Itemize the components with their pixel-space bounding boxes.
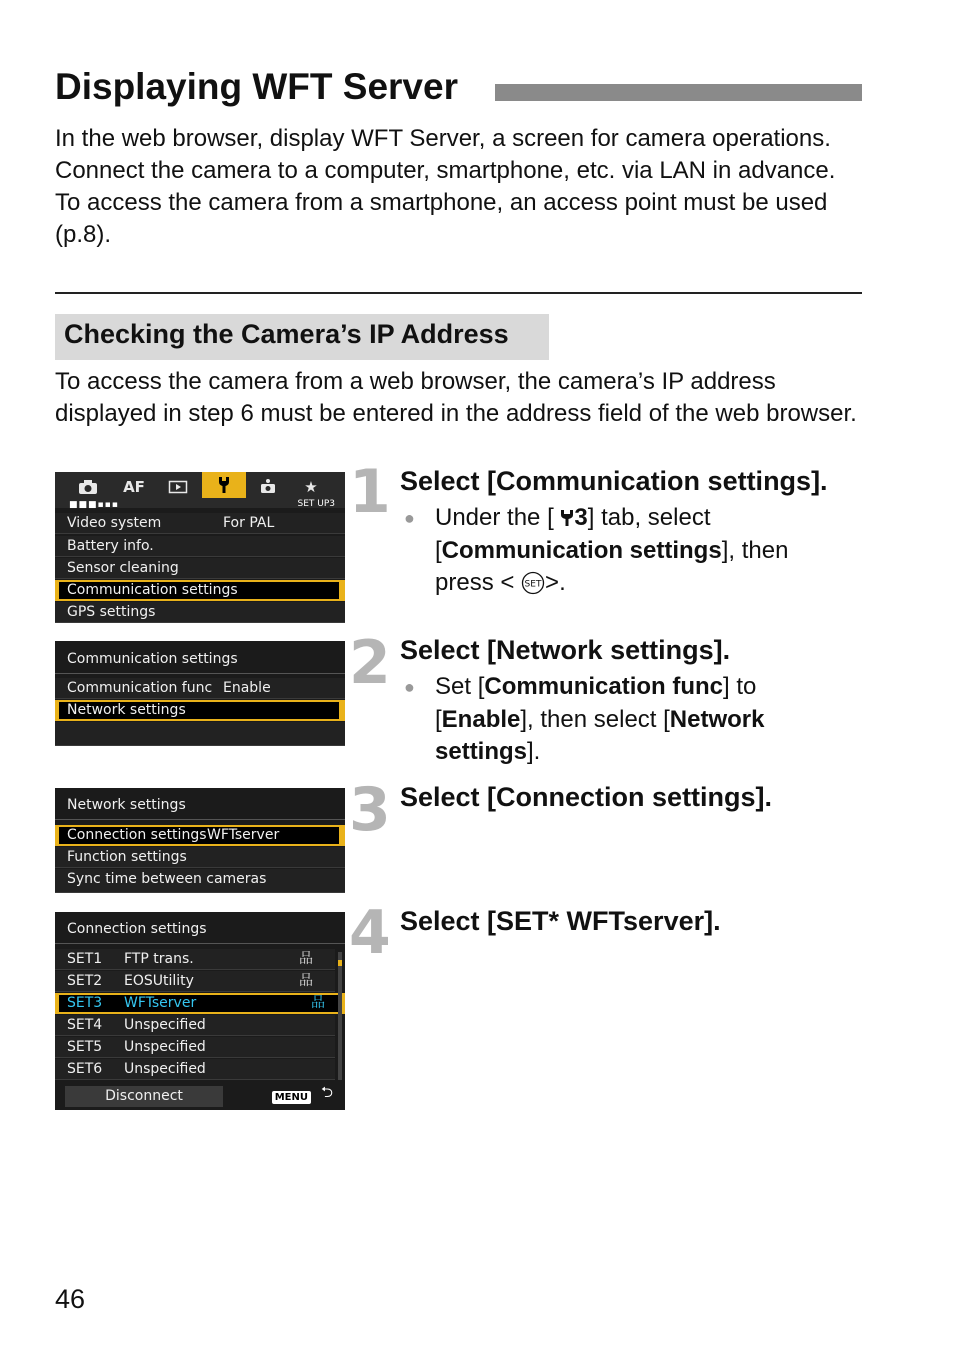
- intro-paragraph-1: In the web browser, display WFT Server, a screen for camera operations. Connect the camera to a computer, smartphone, etc. via LAN in advance.: [55, 125, 836, 184]
- list-item: [55, 971, 335, 992]
- wrench-icon: [202, 472, 246, 498]
- step-number: 4: [349, 898, 391, 968]
- menu-row-value: WFTserver: [207, 827, 280, 843]
- playback-icon: [163, 475, 193, 499]
- step-instructions: ● Under the [ 3] tab, select [Communication settings], then press < SET >.: [404, 502, 844, 600]
- step-number: 3: [349, 775, 391, 845]
- menu-row-label: Connection settings: [67, 827, 207, 843]
- menu-row: [55, 847, 345, 868]
- step-title: Select [SET* WFTserver].: [400, 906, 721, 936]
- intro-text: [55, 123, 863, 251]
- menu-row-label: GPS settings: [67, 604, 156, 620]
- wrench-icon: [554, 504, 575, 531]
- circle-bullet-icon: ●: [404, 677, 415, 697]
- menu-row-value: Enable: [223, 680, 271, 696]
- intro-paragraph-2: To access the camera from a smartphone, an access point must be used (p.8).: [55, 189, 828, 248]
- screen-header: Network settings: [55, 792, 345, 820]
- step-title: Select [Network settings].: [400, 635, 731, 665]
- set-key: SET2: [67, 973, 103, 989]
- menu-row-selected: [55, 580, 345, 601]
- list-item: [55, 1059, 335, 1080]
- menu-row-label: Function settings: [67, 849, 187, 865]
- menu-row-label: Battery info.: [67, 538, 154, 554]
- scrollbar: [338, 952, 342, 1080]
- menu-row: [55, 513, 345, 534]
- menu-row-value: For PAL: [223, 515, 275, 531]
- menu-row-label: Sync time between cameras: [67, 871, 267, 887]
- circle-bullet-icon: ●: [404, 508, 415, 528]
- title-decoration-bar: [495, 84, 862, 101]
- set-key: SET1: [67, 951, 103, 967]
- svg-text:SET: SET: [524, 579, 542, 590]
- divider: [55, 292, 862, 294]
- set-key: SET3: [67, 995, 103, 1011]
- step-title: Select [Connection settings].: [400, 782, 773, 812]
- list-item: [55, 1037, 335, 1058]
- set-label: Unspecified: [124, 1017, 206, 1033]
- section-heading: Checking the Camera’s IP Address: [55, 314, 549, 360]
- page-number: 46: [55, 1284, 86, 1314]
- set-key: SET5: [67, 1039, 103, 1055]
- back-arrow-icon: ⮌: [320, 1083, 333, 1101]
- menu-row-label: Video system: [67, 515, 162, 531]
- menu-row-label: Communication func: [67, 680, 213, 696]
- network-icon: 品: [299, 951, 313, 967]
- menu-row: [55, 869, 345, 893]
- set-key: SET4: [67, 1017, 103, 1033]
- list-item: [55, 1015, 335, 1036]
- screen-header: Communication settings: [55, 646, 345, 674]
- step-title: Select [Communication settings].: [400, 466, 828, 496]
- list-item: [55, 949, 335, 970]
- my-menu-star-icon: ★: [304, 478, 318, 496]
- page-title: Displaying WFT Server: [55, 66, 458, 107]
- screen-header: Connection settings: [55, 916, 345, 944]
- step-instructions: ● Set [Communication func] to [Enable], then select [Network settings].: [404, 671, 844, 769]
- network-icon: 品: [311, 995, 325, 1011]
- tab-af: AF: [123, 478, 145, 496]
- set-label: Unspecified: [124, 1061, 206, 1077]
- set-label: FTP trans.: [124, 951, 194, 967]
- step-number: 2: [349, 628, 391, 698]
- menu-row-selected: [55, 825, 345, 846]
- network-icon: 品: [299, 973, 313, 989]
- menu-row-label: Network settings: [67, 702, 186, 718]
- menu-row: [55, 558, 345, 579]
- menu-row: [55, 678, 345, 699]
- camera-screen-setup-menu: [55, 472, 345, 623]
- camera-icon: [73, 475, 103, 499]
- tab-page-dots: ■■■▪▪▪: [69, 500, 119, 510]
- camera-screen-network-settings: [55, 788, 345, 893]
- custom-function-icon: [253, 475, 283, 499]
- scrollbar-thumb: [338, 960, 342, 966]
- list-item-selected: [55, 993, 345, 1014]
- camera-screen-connection-settings: [55, 912, 345, 1110]
- menu-tabs: [55, 472, 345, 508]
- menu-row: [55, 602, 345, 623]
- set-label: Unspecified: [124, 1039, 206, 1055]
- set-key: SET6: [67, 1061, 103, 1077]
- menu-row: [55, 536, 345, 557]
- menu-row-label: Sensor cleaning: [67, 560, 179, 576]
- camera-screen-communication-settings: [55, 641, 345, 746]
- menu-row-selected: [55, 700, 345, 721]
- menu-button-badge: MENU: [272, 1091, 311, 1104]
- section-text: To access the camera from a web browser, the camera’s IP address displayed in step 6 must be entered in the address field of the web browser.: [55, 368, 857, 427]
- set-label: WFTserver: [124, 995, 197, 1011]
- menu-row-label: Communication settings: [67, 582, 238, 598]
- tab-setup-label: SET UP3: [297, 499, 335, 509]
- step-number: 1: [349, 457, 391, 527]
- menu-row-empty: [55, 722, 345, 746]
- set-button-icon: [514, 569, 545, 596]
- disconnect-button: Disconnect: [65, 1086, 223, 1107]
- set-label: EOSUtility: [124, 973, 194, 989]
